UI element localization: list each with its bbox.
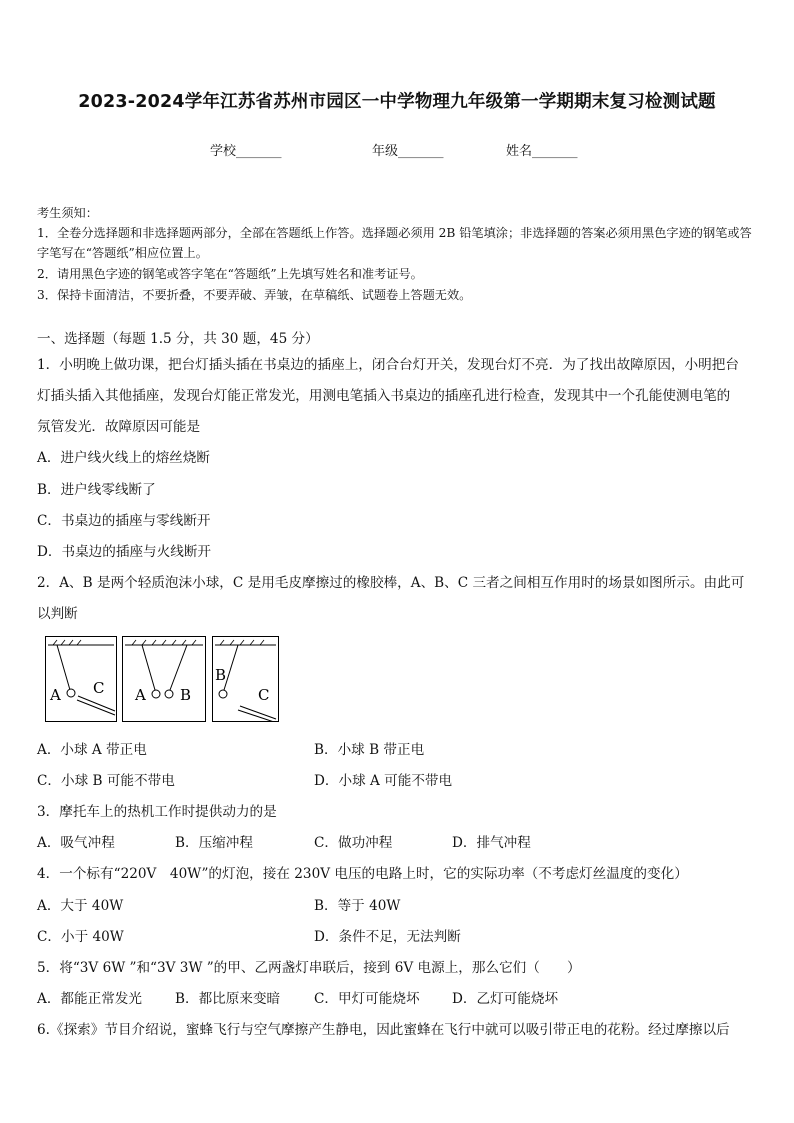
label-a: A xyxy=(50,686,61,704)
q4-option-a[interactable]: A．大于 40W xyxy=(37,898,124,914)
q3-stem: 3．摩托车上的热机工作时提供动力的是 xyxy=(37,804,277,820)
notice-heading: 考生须知： xyxy=(37,206,98,220)
q2-option-b[interactable]: B．小球 B 带正电 xyxy=(314,742,425,758)
q2-option-a[interactable]: A．小球 A 带正电 xyxy=(37,742,147,758)
label-c: C xyxy=(93,679,105,697)
label-b: B xyxy=(215,666,227,684)
q2-figure-panel-3 xyxy=(212,636,279,722)
exam-title: 2023-2024学年江苏省苏州市园区一中学物理九年级第一学期期末复习检测试题 xyxy=(78,92,716,112)
school-field[interactable]: 学校_______ xyxy=(210,144,282,159)
q1-option-a[interactable]: A．进户线火线上的熔丝烧断 xyxy=(37,450,210,466)
q2-stem-line-2: 以判断 xyxy=(37,606,78,622)
notice-item-3: 3．保持卡面清洁，不要折叠，不要弄破、弄皱，在草稿纸、试题卷上答题无效。 xyxy=(37,288,472,302)
q3-option-c[interactable]: C．做功冲程 xyxy=(314,835,393,851)
q2-figure-panel-2 xyxy=(122,636,206,722)
q1-option-c[interactable]: C．书桌边的插座与零线断开 xyxy=(37,513,211,529)
q1-stem-line-2: 灯插头插入其他插座，发现台灯能正常发光，用测电笔插入书桌边的插座孔进行检查，发现其中一个孔能使测电笔的 xyxy=(37,388,731,404)
q3-option-a[interactable]: A．吸气冲程 xyxy=(37,835,115,851)
q5-option-a[interactable]: A．都能正常发光 xyxy=(37,991,142,1007)
label-c: C xyxy=(258,686,270,704)
section-heading: 一、选择题（每题 1.5 分，共 30 题，45 分） xyxy=(37,331,319,347)
q4-option-b[interactable]: B．等于 40W xyxy=(314,898,401,914)
q2-stem-line-1: 2．A、B 是两个轻质泡沫小球，C 是用毛皮摩擦过的橡胶棒，A、B、C 三者之间相互作用时的场景如图所示。由此可 xyxy=(37,575,745,591)
q1-stem-line-1: 1．小明晚上做功课，把台灯插头插在书桌边的插座上，闭合台灯开关，发现台灯不亮．为了找出故障原因，小明把台 xyxy=(37,357,739,373)
q5-option-c[interactable]: C．甲灯可能烧坏 xyxy=(314,991,420,1007)
q3-option-b[interactable]: B．压缩冲程 xyxy=(175,835,253,851)
q2-figure-panel-1 xyxy=(45,636,117,722)
q1-option-d[interactable]: D．书桌边的插座与火线断开 xyxy=(37,544,212,560)
notice-item-2: 2．请用黑色字迹的钢笔或答字笔在“答题纸”上先填写姓名和准考证号。 xyxy=(37,267,423,281)
q2-option-c[interactable]: C．小球 B 可能不带电 xyxy=(37,773,175,789)
label-a: A xyxy=(135,686,146,704)
q4-stem: 4．一个标有“220V 40W”的灯泡，接在 230V 电压的电路上时，它的实际功率（不考虑灯丝温度的变化） xyxy=(37,866,688,882)
rod-c xyxy=(77,696,115,715)
q1-option-b[interactable]: B．进户线零线断了 xyxy=(37,482,156,498)
q3-option-d[interactable]: D．排气冲程 xyxy=(452,835,531,851)
q5-stem: 5．将“3V 6W ”和“3V 3W ”的甲、乙两盏灯串联后，接到 6V 电源上，那么它们（ ） xyxy=(37,960,581,976)
q1-stem-line-3: 氖管发光．故障原因可能是 xyxy=(37,419,201,435)
label-b: B xyxy=(180,686,192,704)
q4-option-c[interactable]: C．小于 40W xyxy=(37,929,124,945)
rod-c xyxy=(238,706,276,722)
notice-item-1: 1．全卷分选择题和非选择题两部分，全部在答题纸上作答。选择题必须用 2B 铅笔填涂；非选择题的答案必须用黑色字迹的钢笔或答字笔写在“答题纸”相应位置上。 xyxy=(37,226,752,260)
q2-option-d[interactable]: D．小球 A 可能不带电 xyxy=(314,773,453,789)
grade-field[interactable]: 年级_______ xyxy=(372,144,444,159)
q6-stem: 6.《探索》节目介绍说，蜜蜂飞行与空气摩擦产生静电，因此蜜蜂在飞行中就可以吸引带正电的花粉。经过摩擦以后 xyxy=(37,1022,730,1038)
name-field[interactable]: 姓名_______ xyxy=(506,144,578,159)
q4-option-d[interactable]: D．条件不足，无法判断 xyxy=(314,929,461,945)
q5-option-d[interactable]: D．乙灯可能烧坏 xyxy=(452,991,559,1007)
q5-option-b[interactable]: B．都比原来变暗 xyxy=(175,991,281,1007)
